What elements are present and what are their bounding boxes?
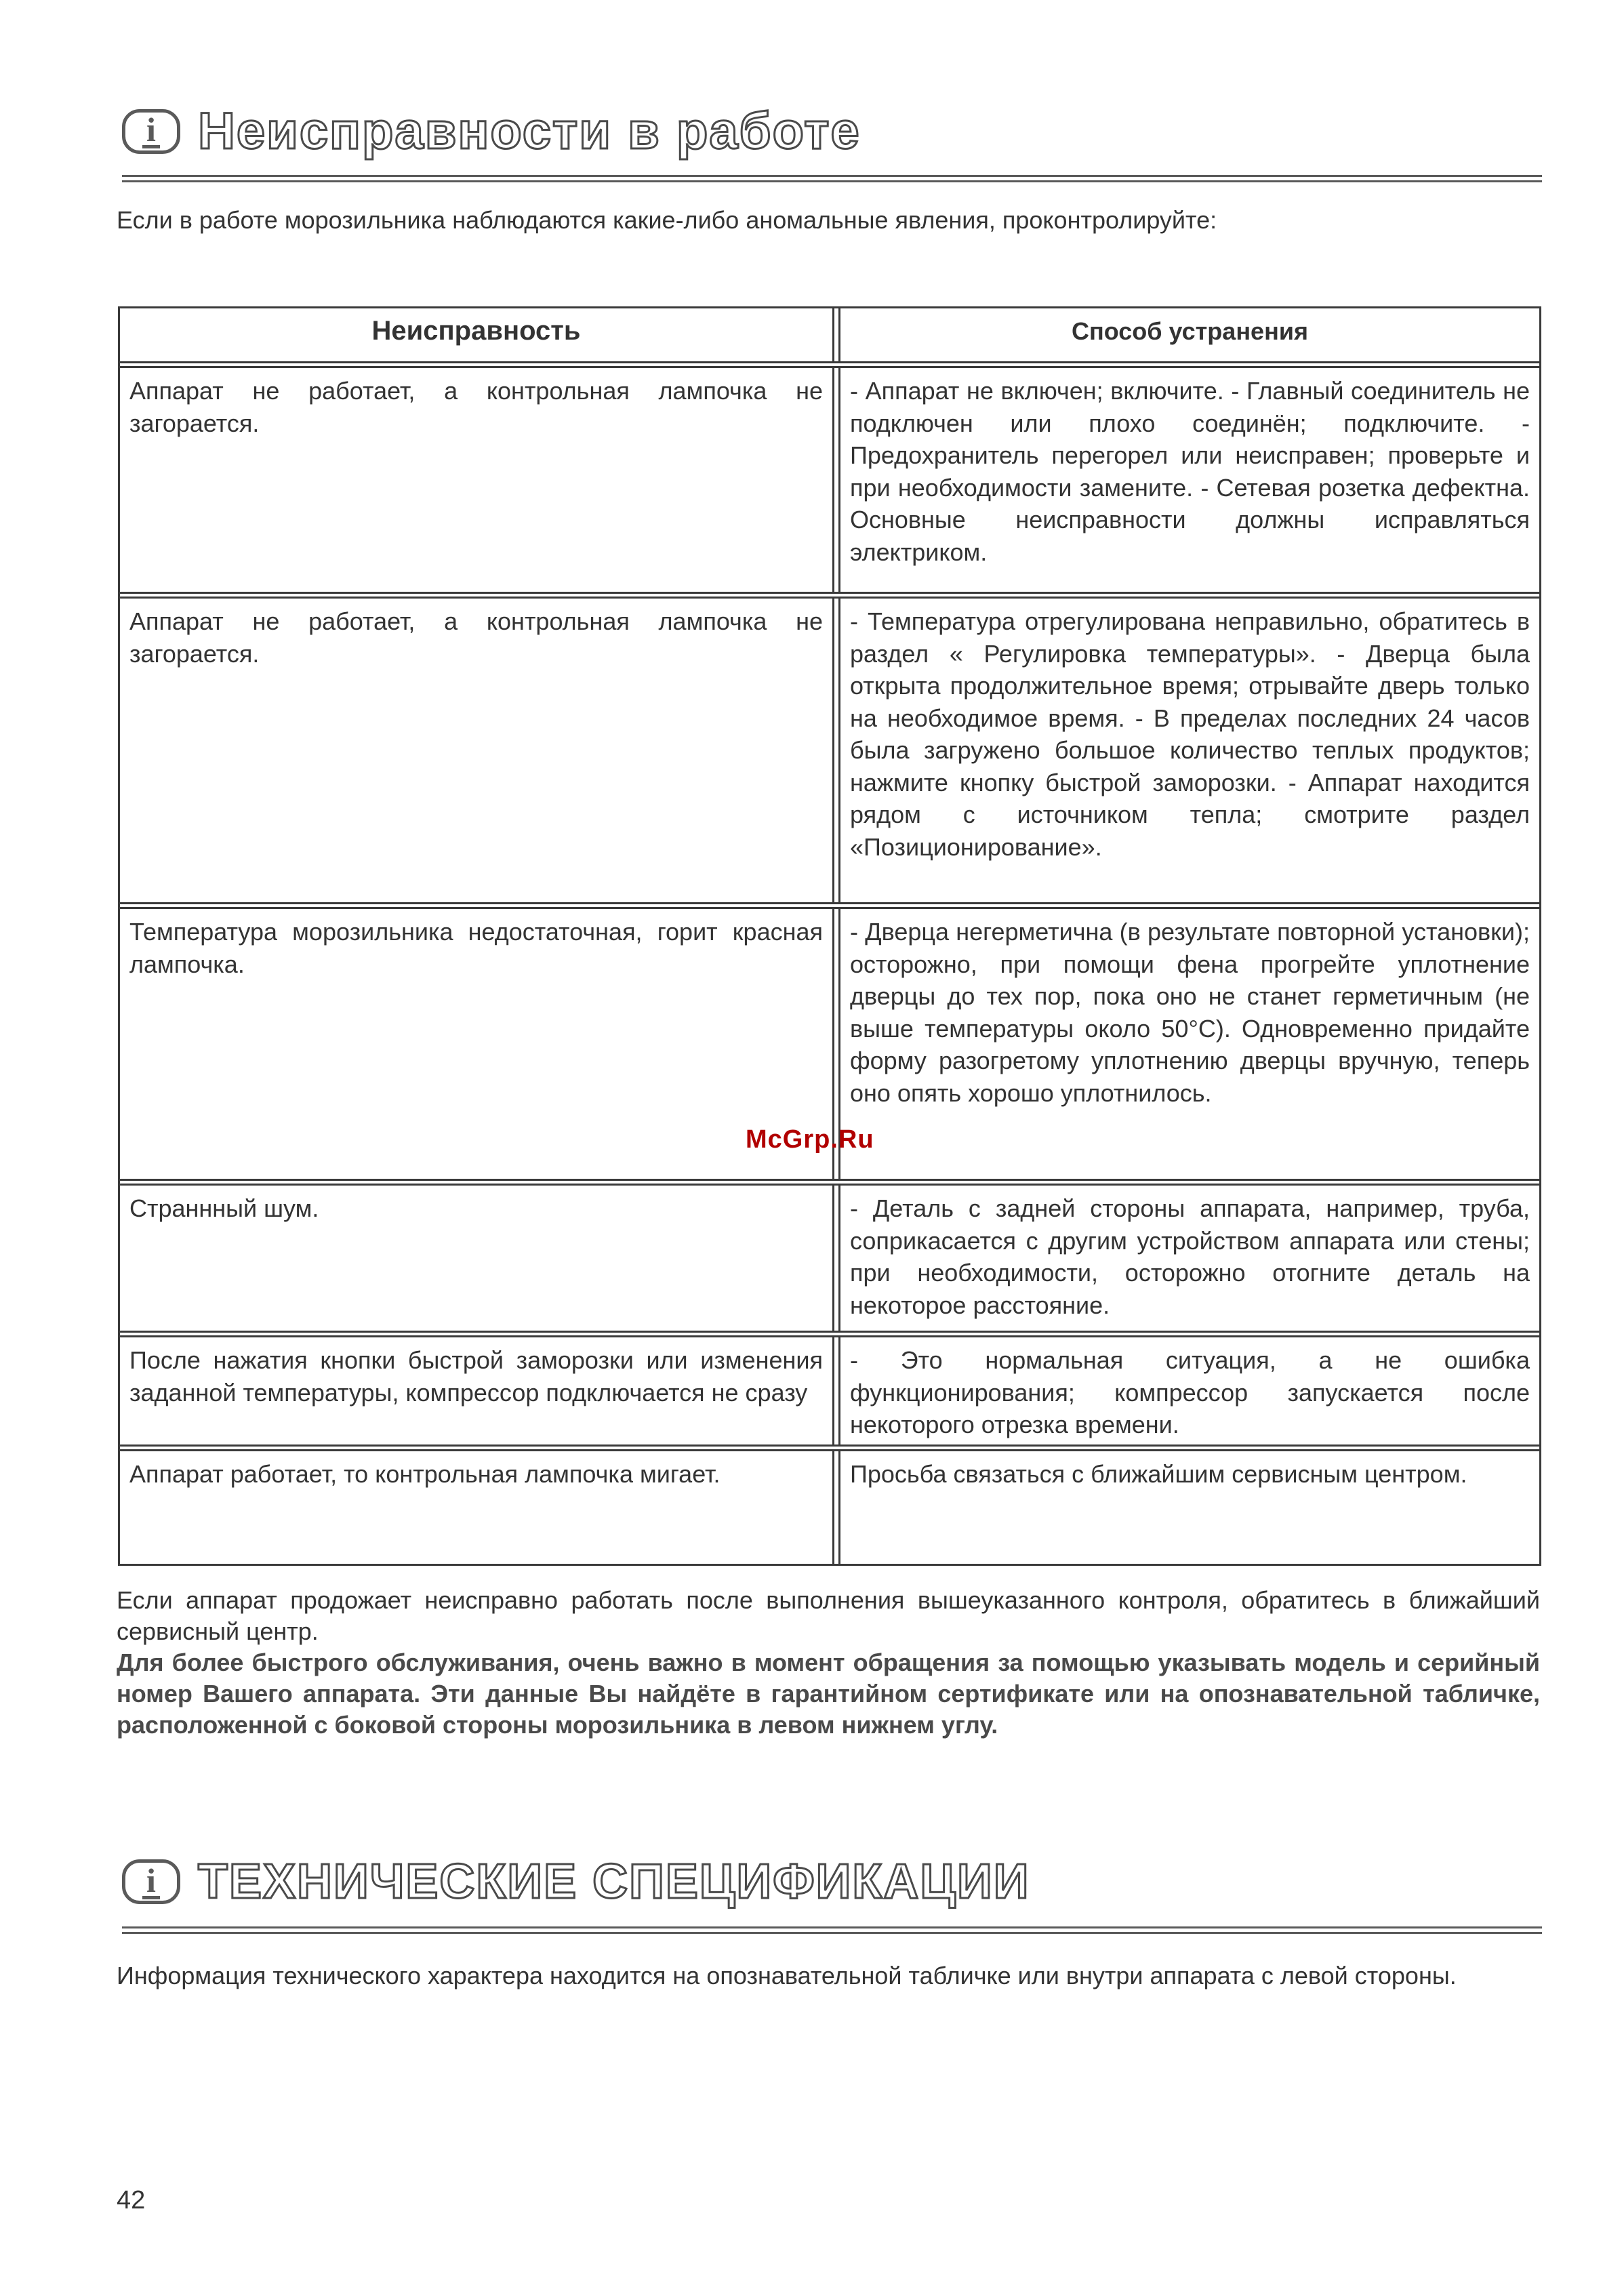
heading-rule bbox=[122, 1926, 1542, 1934]
specs-text: Информация технического характера находится на опознавательной табличке или внутри аппарата с левой стороны. bbox=[117, 1962, 1457, 1989]
watermark-text: McGrp.Ru bbox=[746, 1125, 874, 1154]
remedy-cell: - Температура отрегулирована неправильно, обратитесь в раздел « Регулировка температуры». - Дверца была открыта продолжительное время; отрывайте дверь только на необходимое время. - В пределах последних 24 часов была загружено большое количество теплых продуктов; нажмите кнопку быстрой заморозки. - Аппарат находится рядом с источником тепла; смотрите раздел «Позиционирование». bbox=[838, 599, 1539, 902]
service-bold-note: Для более быстрого обслуживания, очень важно в момент обращения за помощью указывать модель и серийный номер Вашего аппарата. Эти данные Вы найдёте в гарантийном сертификате или на опознавательной табличке, расположенной с боковой стороны морозильника в левом нижнем углу. bbox=[117, 1649, 1540, 1739]
section-heading-specs bbox=[122, 1854, 1030, 1910]
after-table-notes bbox=[117, 1585, 1540, 1741]
section-title: Неисправности в работе bbox=[198, 102, 861, 160]
table-row bbox=[120, 368, 1539, 592]
info-icon: i bbox=[122, 109, 180, 154]
troubleshooting-table bbox=[118, 306, 1541, 1566]
remedy-cell: - Это нормальная ситуация, а не ошибка функционирования; компрессор запускается после некоторого отрезка времени. bbox=[838, 1337, 1539, 1444]
fault-cell: Аппарат не работает, а контрольная лампочка не загорается. bbox=[120, 368, 834, 592]
remedy-cell: Просьба связаться с ближайшим сервисным центром. bbox=[838, 1451, 1539, 1564]
fault-cell: Аппарат работает, то контрольная лампочка мигает. bbox=[120, 1451, 834, 1564]
remedy-cell: - Деталь с задней стороны аппарата, например, труба, соприкасается с другим устройством аппарата или стены; при необходимости, осторожно отогните деталь на некоторое расстояние. bbox=[838, 1186, 1539, 1331]
table-row bbox=[120, 1451, 1539, 1564]
table-header bbox=[120, 308, 1539, 361]
heading-rule bbox=[122, 175, 1542, 182]
row-divider bbox=[120, 1331, 1539, 1337]
info-icon: i bbox=[122, 1859, 180, 1904]
table-row bbox=[120, 1337, 1539, 1444]
fault-cell: Аппарат не работает, а контрольная лампочка не загорается. bbox=[120, 599, 834, 902]
row-divider bbox=[120, 1444, 1539, 1451]
remedy-cell: - Дверца негерметична (в результате повторной установки); осторожно, при помощи фена прогрейте уплотнение дверцы до тех пор, пока оно не станет герметичным (не выше температуры около 50°C). Одновременно придайте форму разогретому уплотнению дверцы вручную, теперь оно опять хорошо уплотнилось. bbox=[838, 909, 1539, 1179]
header-fault: Неисправность bbox=[120, 308, 834, 361]
service-note: Если аппарат продожает неисправно работать после выполнения вышеуказанного контроля, обратитесь в ближайший сервисный центр. bbox=[117, 1586, 1540, 1645]
page-number: 42 bbox=[117, 2186, 146, 2215]
table-row bbox=[120, 1186, 1539, 1331]
fault-cell: Температура морозильника недостаточная, горит красная лампочка. bbox=[120, 909, 834, 1179]
row-divider bbox=[120, 361, 1539, 368]
fault-cell: После нажатия кнопки быстрой заморозки или изменения заданной температуры, компрессор подключается не сразу bbox=[120, 1337, 834, 1444]
section-title: ТЕХНИЧЕСКИЕ СПЕЦИФИКАЦИИ bbox=[198, 1855, 1030, 1909]
row-divider bbox=[120, 592, 1539, 599]
header-remedy: Способ устранения bbox=[838, 308, 1539, 361]
remedy-cell: - Аппарат не включен; включите. - Главный соединитель не подключен или плохо соединён; подключите. - Предохранитель перегорел или неисправен; проверьте и при необходимости замените. - Сетевая розетка дефектна. Основные неисправности должны исправляться электриком. bbox=[838, 368, 1539, 592]
row-divider bbox=[120, 1179, 1539, 1186]
section-heading-faults bbox=[122, 102, 861, 161]
table-row bbox=[120, 599, 1539, 902]
intro-text: Если в работе морозильника наблюдаются какие-либо аномальные явления, проконтролируйте: bbox=[117, 206, 1217, 234]
row-divider bbox=[120, 902, 1539, 909]
fault-cell: Страннный шум. bbox=[120, 1186, 834, 1331]
